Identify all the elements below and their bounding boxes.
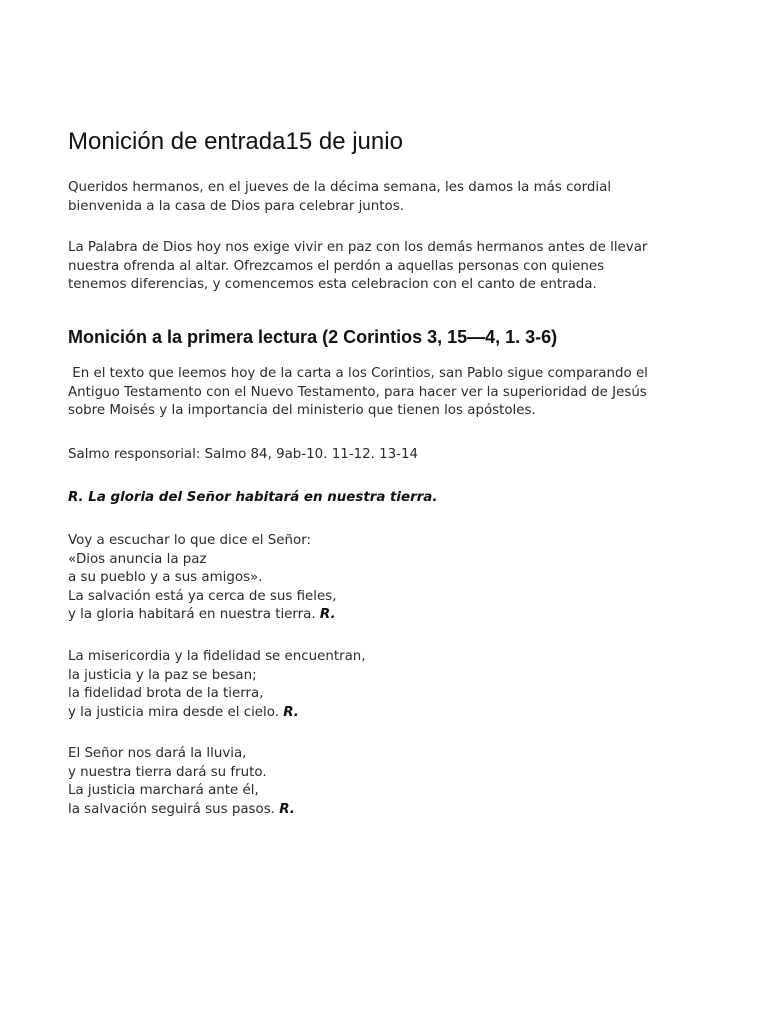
- primera-lectura-line: En el texto que leemos hoy de la carta a los Corintios, san Pablo sigue comparando el: [68, 366, 648, 381]
- stanza-line: Voy a escuchar lo que dice el Señor:: [68, 533, 311, 548]
- palabra-line: La Palabra de Dios hoy nos exige vivir en paz con los demás hermanos antes de llevar: [68, 240, 648, 255]
- salmo-response: R. La gloria del Señor habitará en nuestra tierra.: [68, 490, 438, 505]
- page-title: Monición de entrada15 de junio: [68, 128, 403, 155]
- palabra-line: tenemos diferencias, y comencemos esta celebracion con el canto de entrada.: [68, 277, 597, 292]
- primera-lectura-line: Antiguo Testamento con el Nuevo Testamento, para hacer ver la superioridad de Jesús: [68, 384, 647, 400]
- palabra-line: nuestra ofrenda al altar. Ofrezcamos el perdón a aquellas personas con quienes: [68, 258, 605, 274]
- stanza-line-text: y la justicia mira desde el cielo.: [68, 704, 284, 720]
- stanza-line: y nuestra tierra dará su fruto.: [68, 764, 267, 780]
- stanza-line: [68, 801, 718, 820]
- response-mark: R.: [279, 801, 295, 817]
- stanza-line: a su pueblo y a sus amigos».: [68, 570, 263, 585]
- salmo-heading-text: Salmo responsorial: Salmo 84, 9ab-10. 11-12. 13-14: [68, 447, 419, 462]
- primera-lectura-heading: Monición a la primera lectura (2 Corintios 3, 15—4, 1. 3-6): [68, 327, 558, 347]
- response-mark: R.: [283, 704, 299, 720]
- intro-paragraph: [68, 179, 718, 216]
- salmo-heading: [68, 446, 718, 465]
- salmo-stanza-3: [68, 745, 718, 819]
- stanza-line: La salvación está ya cerca de sus fieles,: [68, 588, 337, 604]
- response-mark: R.: [319, 607, 336, 622]
- palabra-paragraph: [68, 239, 718, 295]
- stanza-line: La justicia marchará ante él,: [68, 783, 259, 798]
- stanza-line: El Señor nos dará la lluvia,: [68, 746, 247, 761]
- salmo-stanza-2: [68, 648, 718, 722]
- stanza-line: [68, 606, 718, 625]
- stanza-line: La misericordia y la fidelidad se encuentran,: [68, 649, 366, 664]
- primera-lectura-paragraph: [68, 365, 718, 421]
- primera-lectura-line: sobre Moisés y la importancia del ministerio que tienen los apóstoles.: [68, 403, 536, 418]
- stanza-line-text: y la gloria habitará en nuestra tierra.: [68, 607, 320, 622]
- intro-line: Queridos hermanos, en el jueves de la décima semana, les damos la más cordial: [68, 180, 612, 195]
- stanza-line: la fidelidad brota de la tierra,: [68, 686, 264, 701]
- intro-line: bienvenida a la casa de Dios para celebrar juntos.: [68, 198, 404, 214]
- stanza-line: la justicia y la paz se besan;: [68, 667, 257, 683]
- stanza-line: «Dios anuncia la paz: [68, 551, 207, 567]
- salmo-stanza-1: [68, 532, 718, 625]
- stanza-line-text: la salvación seguirá sus pasos.: [68, 801, 280, 817]
- stanza-line: [68, 704, 718, 723]
